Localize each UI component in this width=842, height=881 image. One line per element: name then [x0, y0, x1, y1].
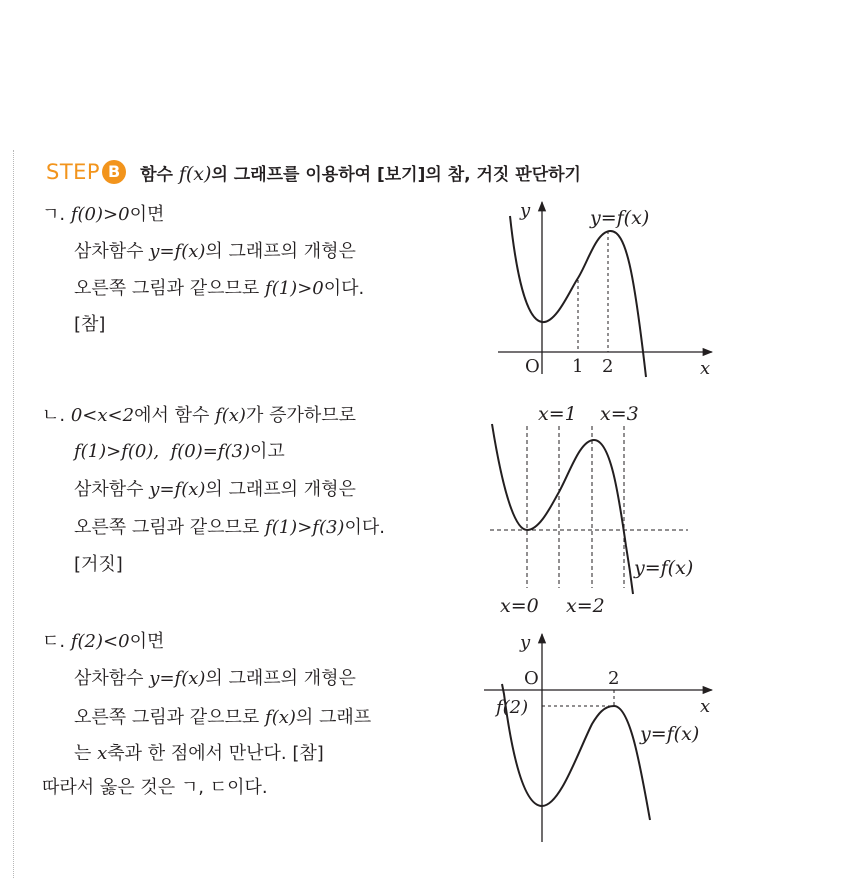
g3-y-label: y: [520, 632, 531, 653]
g3-origin: O: [524, 668, 539, 689]
g2-label-x2: x=2: [566, 595, 605, 617]
item-b-math-3: y=f(x): [149, 479, 206, 500]
item-a-text-2a: 삼차함수: [74, 241, 150, 262]
item-b-line-1: [42, 404, 356, 428]
item-c-text-2b: 의 그래프의 개형은: [205, 668, 356, 689]
g1-tick-2: 2: [602, 356, 614, 377]
g2-curve: [492, 424, 633, 594]
item-b-fx: f(x): [215, 405, 246, 426]
step-badge: B: [102, 160, 126, 184]
item-c-line-1: [42, 630, 164, 654]
item-b-interval: 0<x<2: [70, 405, 135, 426]
item-b-verdict: [거짓]: [74, 554, 123, 575]
item-a-line-1: [42, 203, 164, 227]
item-a-text-1: 이면: [129, 204, 165, 225]
item-a-line-3: [74, 277, 364, 301]
item-c-line-2: [74, 667, 356, 691]
step-title-pre: 함수: [140, 164, 179, 185]
item-b-text-4b: 이다.: [344, 517, 385, 538]
item-c-line-3: [74, 706, 371, 730]
step-title: [140, 160, 581, 185]
item-b-line-2: [74, 440, 285, 464]
g3-tick-2: 2: [608, 668, 620, 689]
item-a-line-2: [74, 240, 356, 264]
item-b-marker: ㄴ.: [42, 405, 66, 426]
g2-curve-label: y=f(x): [634, 557, 694, 579]
item-c-text-4a: 는: [74, 743, 98, 764]
item-c-text-3a: 오른쪽 그림과 같으므로: [74, 707, 266, 728]
step-title-post: 의 그래프를 이용하여 [보기]의 참, 거짓 판단하기: [211, 164, 581, 185]
step-word: STEP: [46, 160, 101, 184]
item-b-text-2: 이고: [249, 441, 285, 462]
g2-label-x3: x=3: [600, 403, 639, 425]
item-c-condition: f(2)<0: [70, 631, 130, 652]
g1-curve-label: y=f(x): [590, 207, 650, 229]
item-b-text-4a: 오른쪽 그림과 같으므로: [74, 517, 266, 538]
item-b-line-4: [74, 516, 385, 540]
item-c-line-4: [74, 742, 324, 766]
item-a-marker: ㄱ.: [42, 204, 66, 225]
g3-x-label: x: [700, 696, 711, 717]
item-c-marker: ㄷ.: [42, 631, 66, 652]
item-b-text-1a: 에서 함수: [134, 405, 216, 426]
item-c-text-1: 이면: [129, 631, 165, 652]
graph-2: [480, 396, 730, 620]
item-b-text-3a: 삼차함수: [74, 479, 150, 500]
item-b-text-3b: 의 그래프의 개형은: [205, 479, 356, 500]
g1-tick-1: 1: [572, 356, 584, 377]
left-margin-rule: [13, 150, 14, 878]
step-title-fx: f(x): [178, 162, 212, 185]
item-c-text-4b: 축과 한 점에서 만난다. [참]: [107, 743, 324, 764]
item-c-text-3b: 의 그래프: [295, 707, 372, 728]
conclusion-text: 따라서 옳은 것은 ㄱ, ㄷ이다.: [42, 777, 268, 798]
item-c-math-2: y=f(x): [149, 668, 206, 689]
graph-3: [480, 624, 742, 852]
g1-y-label: y: [520, 200, 531, 221]
step-heading: [46, 155, 581, 189]
item-a-text-3b: 이다.: [323, 278, 365, 299]
g2-label-x1: x=1: [538, 403, 577, 425]
item-c-text-2a: 삼차함수: [74, 668, 150, 689]
item-b-math-2: f(1)>f(0), f(0)=f(3): [74, 441, 250, 462]
item-a-text-2b: 의 그래프의 개형은: [205, 241, 356, 262]
g2-label-x0: x=0: [500, 595, 539, 617]
graph-1: [480, 192, 730, 382]
g3-curve-label: y=f(x): [640, 723, 700, 745]
item-a-math-2: y=f(x): [149, 241, 206, 262]
item-b-text-1b: 가 증가하므로: [245, 405, 357, 426]
item-c-math-4: x: [97, 743, 108, 764]
item-a-verdict: [참]: [74, 314, 106, 335]
item-c-math-3: f(x): [265, 707, 296, 728]
item-b-math-4: f(1)>f(3): [265, 517, 345, 538]
g1-curve: [510, 216, 646, 377]
item-a-condition: f(0)>0: [70, 204, 130, 225]
item-a-text-3a: 오른쪽 그림과 같으므로: [74, 278, 266, 299]
g1-origin: O: [525, 356, 540, 377]
item-a-math-3: f(1)>0: [265, 278, 324, 299]
item-b-line-3: [74, 478, 356, 502]
g3-f2-label: f(2): [496, 697, 529, 718]
g1-x-label: x: [700, 358, 711, 379]
